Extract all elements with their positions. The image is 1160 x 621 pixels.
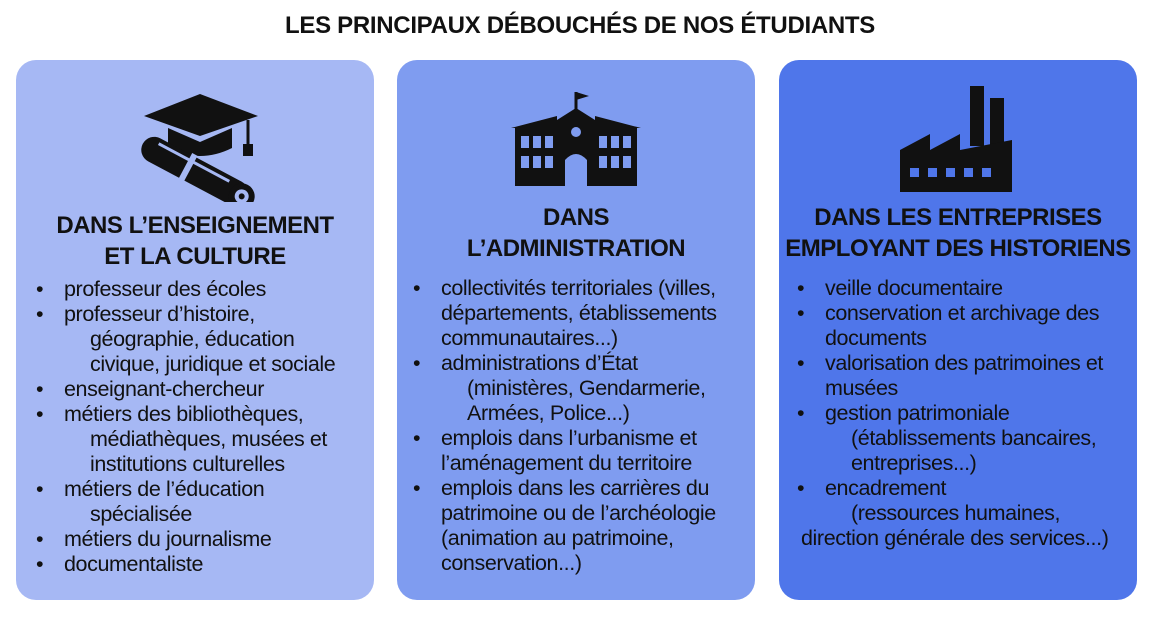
card-title-line: ET LA CULTURE — [104, 243, 286, 270]
opportunities-list — [26, 277, 335, 577]
government-building-icon — [397, 90, 755, 188]
list-item: • professeur des écoles — [36, 277, 266, 301]
factory-icon — [779, 84, 1137, 194]
list-item: • encadrement (ressources humaines, direction générale des services...) — [797, 476, 1109, 550]
card-title-line: DANS LES ENTREPRISES — [814, 204, 1102, 231]
card-title — [779, 202, 1137, 264]
list-item: • collectivités territoriales (villes, départements, établissements communautaires...) — [413, 276, 717, 350]
opportunities-list — [787, 276, 1108, 551]
card-title-line: EMPLOYANT DES HISTORIENS — [785, 235, 1131, 262]
list-item: • métiers du journalisme — [36, 527, 272, 551]
card-title-line: DANS L’ENSEIGNEMENT — [56, 212, 334, 239]
card-title — [16, 210, 374, 272]
graduation-cap-diploma-icon — [16, 90, 374, 202]
list-item: • gestion patrimoniale (établissements bancaires, entreprises...) — [797, 401, 1097, 475]
opportunities-list — [403, 276, 717, 576]
card-title-line: DANS — [542, 204, 609, 231]
list-item: • valorisation des patrimoines et musées — [797, 351, 1103, 400]
card-education-culture — [16, 60, 374, 600]
list-item: • métiers de l’éducation spécialisée — [36, 477, 265, 526]
page-title: LES PRINCIPAUX DÉBOUCHÉS DE NOS ÉTUDIANTS — [285, 12, 875, 39]
list-item: • administrations d’État (ministères, Gendarmerie, Armées, Police...) — [413, 351, 706, 425]
list-item: • documentaliste — [36, 552, 204, 576]
list-item: • emplois dans les carrières du patrimoine ou de l’archéologie (animation au patrimoine, conservation...) — [413, 476, 716, 575]
card-administration — [397, 60, 755, 600]
card-title — [397, 202, 755, 264]
list-item: • enseignant-chercheur — [36, 377, 264, 401]
card-title-line: L’ADMINISTRATION — [466, 235, 686, 262]
card-companies — [779, 60, 1137, 600]
list-item: • emplois dans l’urbanisme et l’aménagement du territoire — [413, 426, 697, 475]
list-item: • professeur d’histoire, géographie, éducation civique, juridique et sociale — [36, 302, 336, 376]
list-item: • veille documentaire — [797, 276, 1003, 300]
list-item: • conservation et archivage des documents — [797, 301, 1100, 350]
list-item: • métiers des bibliothèques, médiathèques, musées et institutions culturelles — [36, 402, 328, 476]
